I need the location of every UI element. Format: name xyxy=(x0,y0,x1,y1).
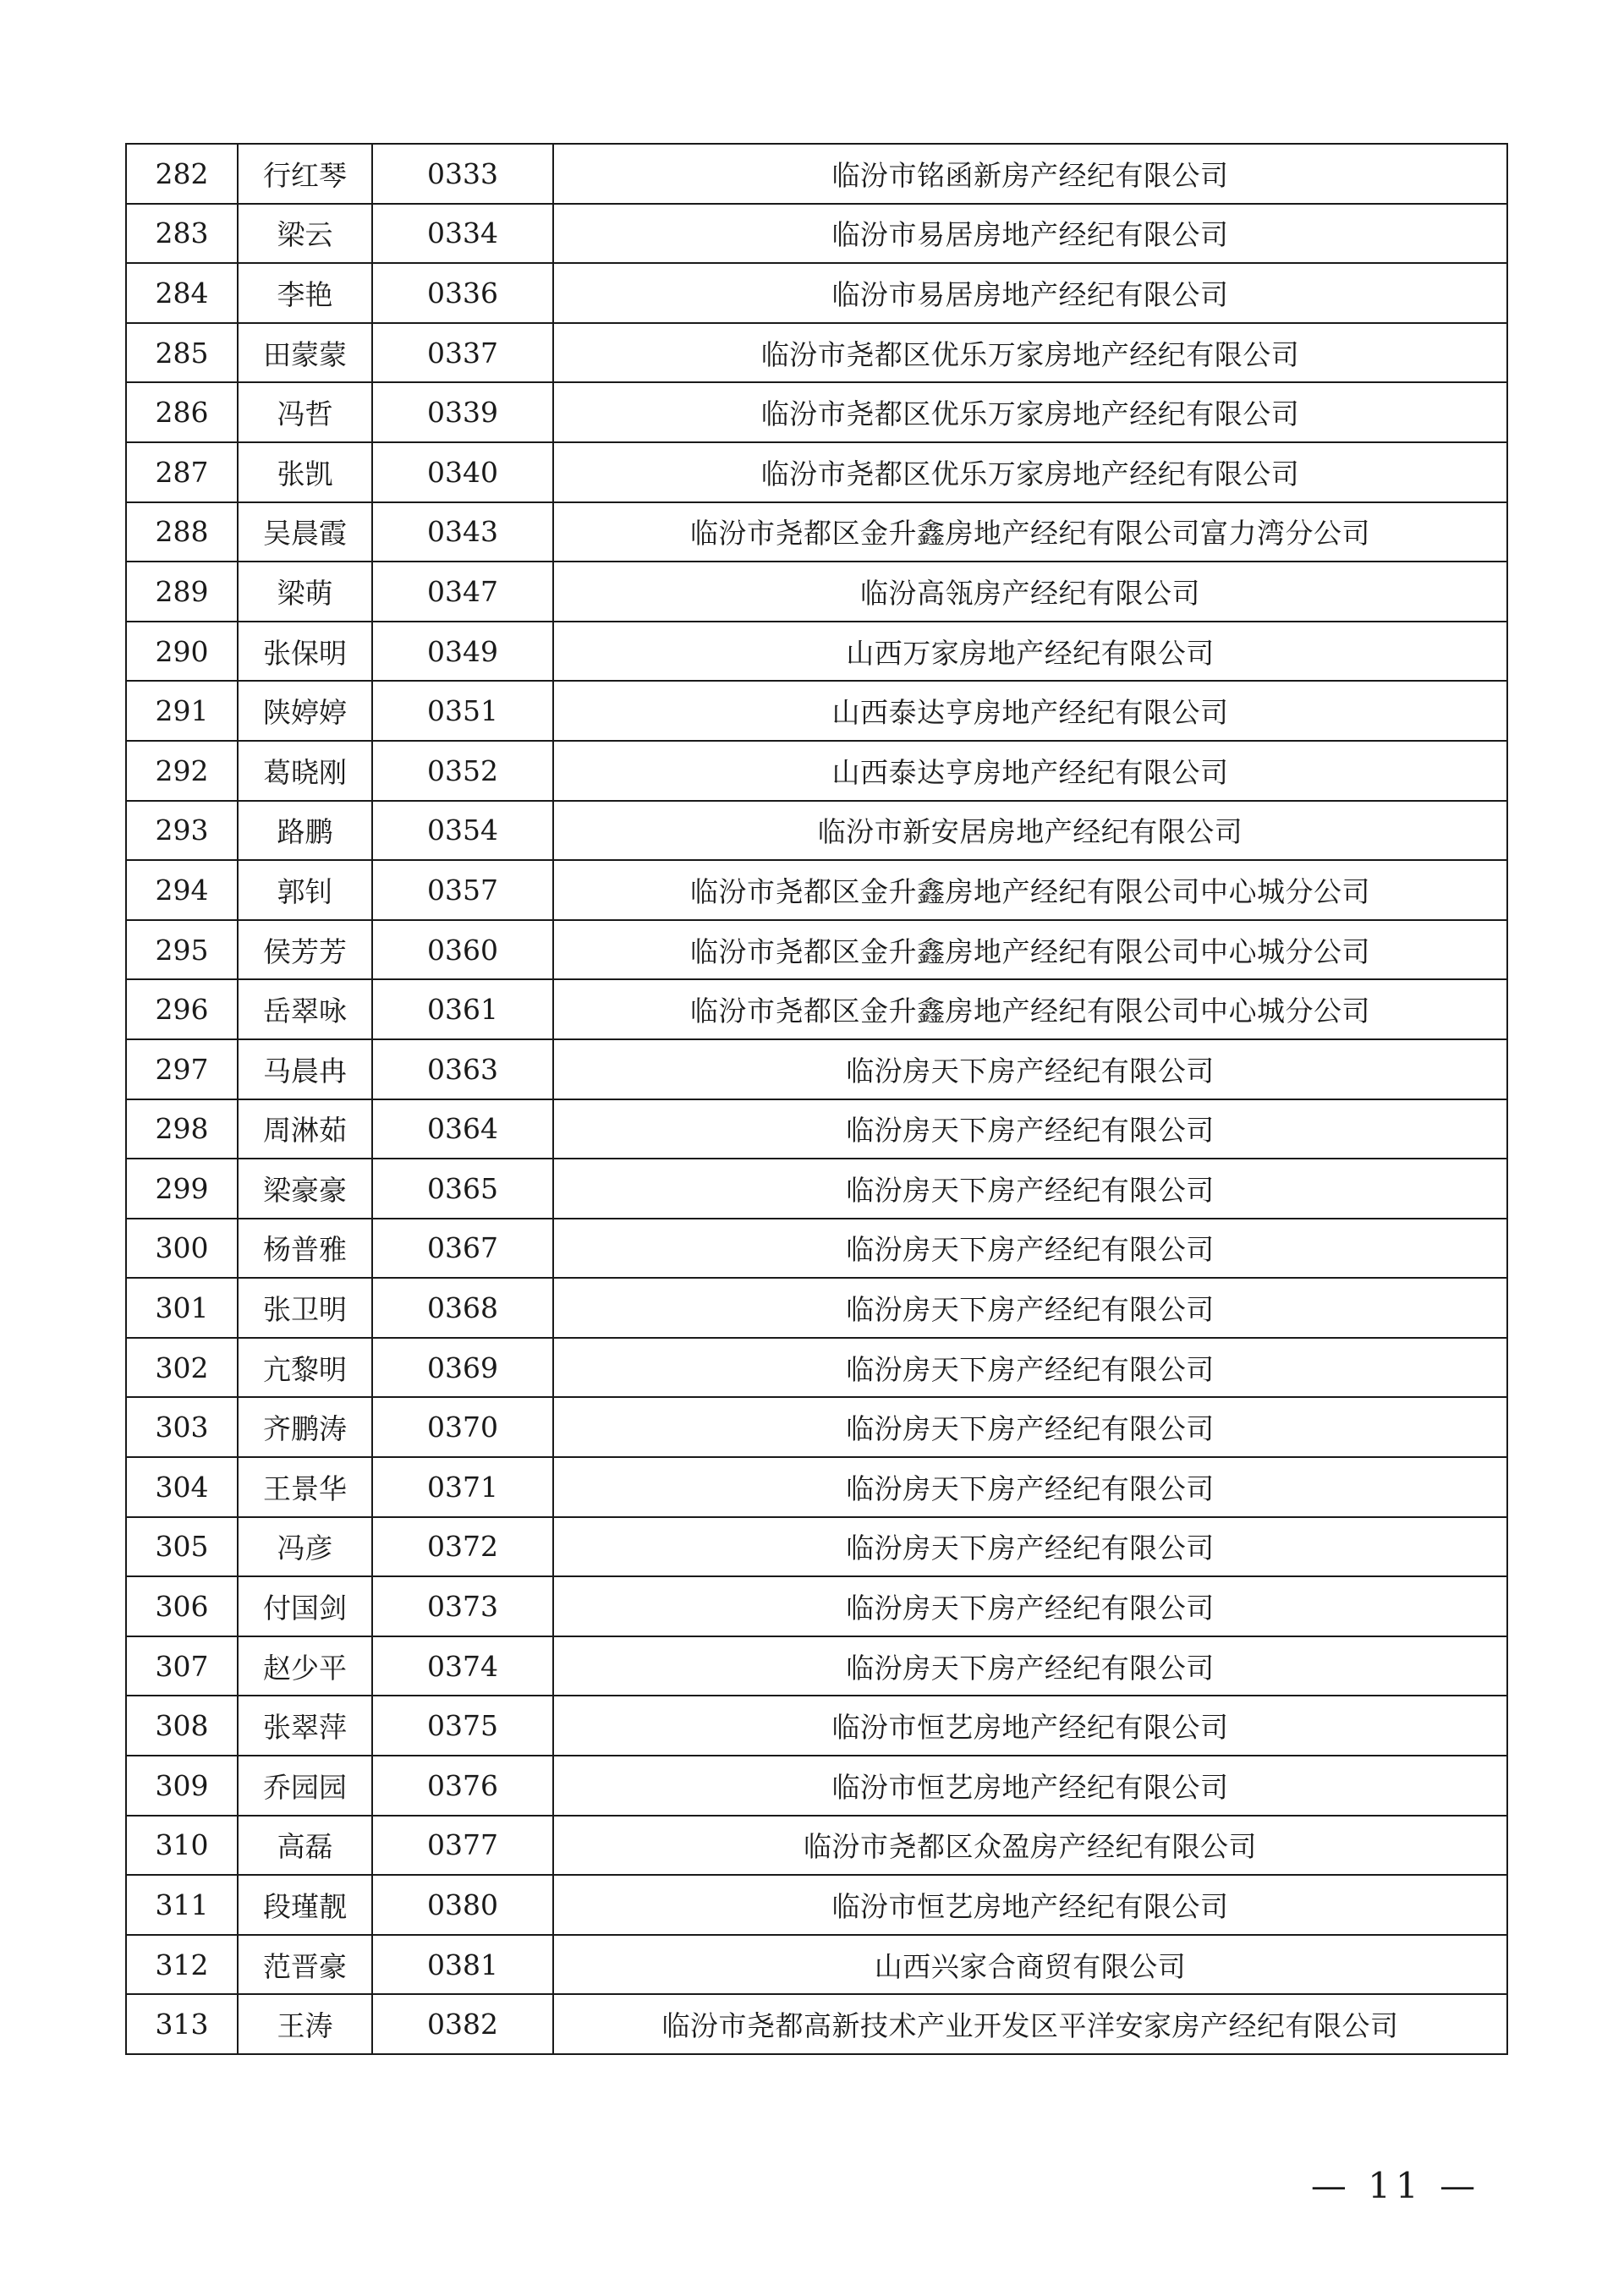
cell-number: 312 xyxy=(126,1935,238,1995)
cell-name: 冯彦 xyxy=(238,1517,372,1577)
cell-company: 临汾市尧都区众盈房产经纪有限公司 xyxy=(553,1816,1507,1876)
cell-company: 临汾高瓴房产经纪有限公司 xyxy=(553,562,1507,622)
table-row xyxy=(126,204,1507,264)
cell-code: 0382 xyxy=(372,1994,553,2054)
cell-number: 307 xyxy=(126,1636,238,1696)
cell-company: 临汾市尧都区金升鑫房地产经纪有限公司中心城分公司 xyxy=(553,920,1507,980)
table-row xyxy=(126,741,1507,801)
cell-company: 临汾房天下房产经纪有限公司 xyxy=(553,1278,1507,1338)
cell-company: 临汾房天下房产经纪有限公司 xyxy=(553,1159,1507,1219)
table-row xyxy=(126,1099,1507,1159)
cell-code: 0369 xyxy=(372,1338,553,1398)
cell-company: 临汾市尧都区金升鑫房地产经纪有限公司中心城分公司 xyxy=(553,860,1507,920)
cell-name: 张保明 xyxy=(238,622,372,682)
cell-name: 张翠萍 xyxy=(238,1696,372,1756)
table-row xyxy=(126,1756,1507,1816)
cell-company: 山西泰达亨房地产经纪有限公司 xyxy=(553,741,1507,801)
cell-code: 0370 xyxy=(372,1397,553,1457)
cell-number: 292 xyxy=(126,741,238,801)
cell-company: 临汾房天下房产经纪有限公司 xyxy=(553,1338,1507,1398)
cell-name: 路鹏 xyxy=(238,801,372,861)
cell-company: 临汾房天下房产经纪有限公司 xyxy=(553,1099,1507,1159)
cell-code: 0349 xyxy=(372,622,553,682)
cell-name: 付国剑 xyxy=(238,1576,372,1636)
cell-number: 282 xyxy=(126,144,238,204)
cell-code: 0351 xyxy=(372,681,553,741)
cell-number: 295 xyxy=(126,920,238,980)
cell-number: 289 xyxy=(126,562,238,622)
cell-company: 临汾市恒艺房地产经纪有限公司 xyxy=(553,1696,1507,1756)
cell-number: 300 xyxy=(126,1219,238,1279)
cell-name: 周淋茹 xyxy=(238,1099,372,1159)
cell-code: 0365 xyxy=(372,1159,553,1219)
cell-code: 0347 xyxy=(372,562,553,622)
cell-number: 303 xyxy=(126,1397,238,1457)
cell-code: 0340 xyxy=(372,442,553,502)
cell-code: 0381 xyxy=(372,1935,553,1995)
table-row xyxy=(126,1397,1507,1457)
cell-company: 临汾市尧都区金升鑫房地产经纪有限公司中心城分公司 xyxy=(553,979,1507,1039)
table-row xyxy=(126,622,1507,682)
cell-code: 0360 xyxy=(372,920,553,980)
cell-company: 临汾房天下房产经纪有限公司 xyxy=(553,1457,1507,1517)
cell-code: 0374 xyxy=(372,1636,553,1696)
page-number: — 11 — xyxy=(1310,2165,1481,2206)
cell-company: 临汾市尧都区金升鑫房地产经纪有限公司富力湾分公司 xyxy=(553,502,1507,562)
cell-name: 段瑾靓 xyxy=(238,1875,372,1935)
table-row xyxy=(126,1636,1507,1696)
cell-company: 临汾市易居房地产经纪有限公司 xyxy=(553,263,1507,323)
table-row xyxy=(126,801,1507,861)
cell-code: 0352 xyxy=(372,741,553,801)
table-row xyxy=(126,1159,1507,1219)
cell-code: 0333 xyxy=(372,144,553,204)
cell-company: 临汾市尧都区优乐万家房地产经纪有限公司 xyxy=(553,442,1507,502)
cell-name: 杨普雅 xyxy=(238,1219,372,1279)
cell-company: 临汾市尧都区优乐万家房地产经纪有限公司 xyxy=(553,323,1507,383)
cell-name: 梁萌 xyxy=(238,562,372,622)
cell-code: 0354 xyxy=(372,801,553,861)
cell-code: 0376 xyxy=(372,1756,553,1816)
cell-code: 0373 xyxy=(372,1576,553,1636)
cell-code: 0368 xyxy=(372,1278,553,1338)
cell-name: 马晨冉 xyxy=(238,1039,372,1099)
table-row xyxy=(126,1457,1507,1517)
table-row xyxy=(126,681,1507,741)
cell-number: 299 xyxy=(126,1159,238,1219)
cell-number: 290 xyxy=(126,622,238,682)
cell-name: 亢黎明 xyxy=(238,1338,372,1398)
cell-company: 临汾市恒艺房地产经纪有限公司 xyxy=(553,1756,1507,1816)
table-row xyxy=(126,1039,1507,1099)
cell-code: 0371 xyxy=(372,1457,553,1517)
cell-number: 294 xyxy=(126,860,238,920)
cell-name: 齐鹏涛 xyxy=(238,1397,372,1457)
cell-code: 0380 xyxy=(372,1875,553,1935)
cell-code: 0357 xyxy=(372,860,553,920)
cell-number: 311 xyxy=(126,1875,238,1935)
cell-number: 288 xyxy=(126,502,238,562)
cell-code: 0336 xyxy=(372,263,553,323)
cell-number: 308 xyxy=(126,1696,238,1756)
cell-name: 王涛 xyxy=(238,1994,372,2054)
cell-number: 297 xyxy=(126,1039,238,1099)
table-row xyxy=(126,1338,1507,1398)
roster-body xyxy=(126,144,1507,2054)
table-row xyxy=(126,323,1507,383)
cell-number: 296 xyxy=(126,979,238,1039)
cell-number: 302 xyxy=(126,1338,238,1398)
cell-code: 0363 xyxy=(372,1039,553,1099)
cell-name: 陕婷婷 xyxy=(238,681,372,741)
cell-company: 临汾市尧都高新技术产业开发区平洋安家房产经纪有限公司 xyxy=(553,1994,1507,2054)
table-row xyxy=(126,1219,1507,1279)
cell-code: 0334 xyxy=(372,204,553,264)
cell-number: 313 xyxy=(126,1994,238,2054)
cell-name: 赵少平 xyxy=(238,1636,372,1696)
cell-name: 行红琴 xyxy=(238,144,372,204)
cell-code: 0377 xyxy=(372,1816,553,1876)
cell-company: 临汾市易居房地产经纪有限公司 xyxy=(553,204,1507,264)
cell-number: 298 xyxy=(126,1099,238,1159)
table-row xyxy=(126,1576,1507,1636)
table-row xyxy=(126,442,1507,502)
cell-company: 临汾房天下房产经纪有限公司 xyxy=(553,1219,1507,1279)
table-row xyxy=(126,1994,1507,2054)
cell-name: 冯哲 xyxy=(238,382,372,442)
cell-company: 临汾市铭函新房产经纪有限公司 xyxy=(553,144,1507,204)
cell-name: 高磊 xyxy=(238,1816,372,1876)
cell-name: 田蒙蒙 xyxy=(238,323,372,383)
cell-name: 范晋豪 xyxy=(238,1935,372,1995)
table-row xyxy=(126,1875,1507,1935)
cell-name: 梁豪豪 xyxy=(238,1159,372,1219)
cell-company: 山西泰达亨房地产经纪有限公司 xyxy=(553,681,1507,741)
cell-number: 293 xyxy=(126,801,238,861)
table-row xyxy=(126,144,1507,204)
cell-company: 临汾房天下房产经纪有限公司 xyxy=(553,1576,1507,1636)
cell-number: 309 xyxy=(126,1756,238,1816)
cell-name: 吴晨霞 xyxy=(238,502,372,562)
cell-code: 0364 xyxy=(372,1099,553,1159)
table-row xyxy=(126,1517,1507,1577)
cell-name: 梁云 xyxy=(238,204,372,264)
cell-number: 304 xyxy=(126,1457,238,1517)
cell-number: 284 xyxy=(126,263,238,323)
cell-number: 283 xyxy=(126,204,238,264)
cell-company: 临汾房天下房产经纪有限公司 xyxy=(553,1039,1507,1099)
cell-number: 310 xyxy=(126,1816,238,1876)
table-row xyxy=(126,1278,1507,1338)
cell-company: 山西兴家合商贸有限公司 xyxy=(553,1935,1507,1995)
table-row xyxy=(126,860,1507,920)
cell-company: 临汾市尧都区优乐万家房地产经纪有限公司 xyxy=(553,382,1507,442)
cell-company: 山西万家房地产经纪有限公司 xyxy=(553,622,1507,682)
cell-number: 301 xyxy=(126,1278,238,1338)
cell-code: 0337 xyxy=(372,323,553,383)
cell-code: 0339 xyxy=(372,382,553,442)
cell-name: 张凯 xyxy=(238,442,372,502)
table-row xyxy=(126,562,1507,622)
cell-number: 305 xyxy=(126,1517,238,1577)
cell-company: 临汾房天下房产经纪有限公司 xyxy=(553,1397,1507,1457)
cell-number: 306 xyxy=(126,1576,238,1636)
cell-name: 李艳 xyxy=(238,263,372,323)
cell-name: 王景华 xyxy=(238,1457,372,1517)
cell-name: 张卫明 xyxy=(238,1278,372,1338)
cell-code: 0372 xyxy=(372,1517,553,1577)
cell-company: 临汾市恒艺房地产经纪有限公司 xyxy=(553,1875,1507,1935)
table-row xyxy=(126,1816,1507,1876)
cell-name: 郭钊 xyxy=(238,860,372,920)
table-row xyxy=(126,502,1507,562)
cell-code: 0361 xyxy=(372,979,553,1039)
table-row xyxy=(126,1935,1507,1995)
cell-name: 葛晓刚 xyxy=(238,741,372,801)
table-row xyxy=(126,1696,1507,1756)
table-row xyxy=(126,263,1507,323)
cell-code: 0343 xyxy=(372,502,553,562)
table-row xyxy=(126,382,1507,442)
roster-table xyxy=(125,143,1508,2055)
cell-number: 286 xyxy=(126,382,238,442)
cell-company: 临汾市新安居房地产经纪有限公司 xyxy=(553,801,1507,861)
cell-name: 岳翠咏 xyxy=(238,979,372,1039)
cell-number: 291 xyxy=(126,681,238,741)
cell-name: 乔园园 xyxy=(238,1756,372,1816)
cell-company: 临汾房天下房产经纪有限公司 xyxy=(553,1636,1507,1696)
table-row xyxy=(126,979,1507,1039)
cell-code: 0367 xyxy=(372,1219,553,1279)
table-row xyxy=(126,920,1507,980)
cell-code: 0375 xyxy=(372,1696,553,1756)
cell-name: 侯芳芳 xyxy=(238,920,372,980)
cell-number: 285 xyxy=(126,323,238,383)
cell-number: 287 xyxy=(126,442,238,502)
cell-company: 临汾房天下房产经纪有限公司 xyxy=(553,1517,1507,1577)
